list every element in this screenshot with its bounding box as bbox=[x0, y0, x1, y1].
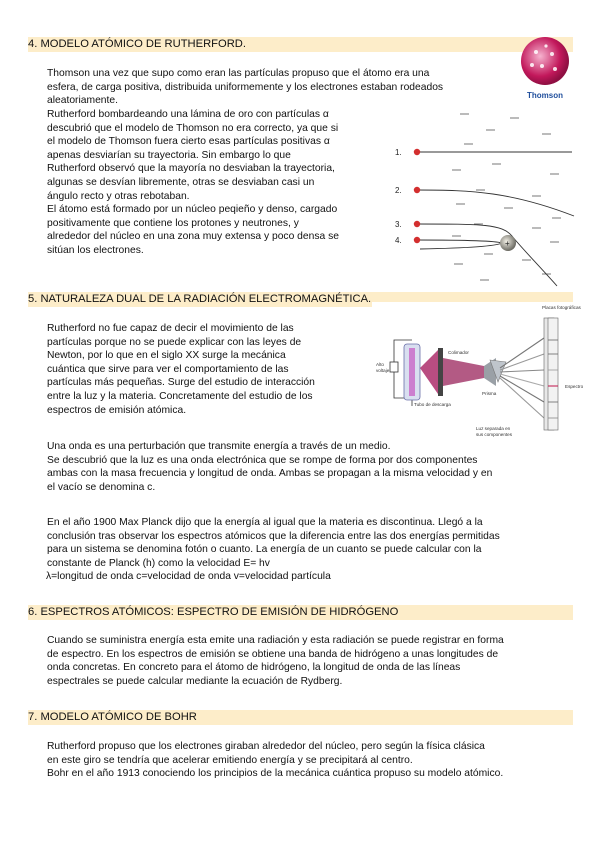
text-line: partículas más pequeñas. Surge del estudio de interacción bbox=[47, 377, 315, 389]
section-5-body-c bbox=[47, 516, 572, 584]
section-5-body-a bbox=[47, 322, 359, 417]
text-line: Se descubrió que la luz es una onda electrónica que se rompe de forma por dos componentes bbox=[47, 454, 478, 466]
alpha-particle bbox=[414, 149, 420, 155]
trajectory-number: 4. bbox=[395, 236, 402, 245]
photographic-plate bbox=[544, 318, 558, 430]
rutherford-scattering-figure bbox=[392, 104, 578, 290]
text-line: descubrió que el modelo de Thomson no era correcto, ya que si bbox=[47, 122, 339, 134]
text-line: Newton, por lo que en el siglo XX surge la mecánica bbox=[47, 350, 286, 362]
text-line: el vacío se denomina c. bbox=[47, 481, 156, 493]
section-4-body bbox=[47, 108, 385, 258]
text-line: aleatoriamente. bbox=[47, 95, 118, 107]
text-line: conclusión tras observar los espectros atómicos que la diferencia entre las dos energías permitidas bbox=[47, 530, 500, 542]
label-espectro: Espectro bbox=[565, 384, 584, 389]
text-line: onda concretas. En concreto para el átomo de hidrógeno, la longitud de onda de las líneas bbox=[47, 662, 461, 674]
trajectory-2 bbox=[417, 190, 574, 216]
label-placas: Placas fotográficas bbox=[542, 305, 581, 310]
trajectory-number: 1. bbox=[395, 148, 402, 157]
text-line: esfera, de carga positiva, distribuida uniformemente y los electrones estaban rodeados bbox=[47, 81, 444, 93]
text-line: sitúan los electrones. bbox=[47, 244, 144, 256]
text-line: alrededor del núcleo en una zona muy extensa y poco densa se bbox=[47, 231, 339, 243]
section-7-heading: 7. MODELO ATÓMICO DE BOHR bbox=[28, 711, 197, 723]
trajectory-number: 2. bbox=[395, 186, 402, 195]
text-line: partículas porque no se puede explicar con las leyes de bbox=[47, 336, 302, 348]
trajectory-3 bbox=[417, 224, 557, 286]
section-6-body bbox=[47, 634, 572, 688]
text-line: Rutherford bombardeando una lámina de oro con partículas α bbox=[47, 109, 329, 120]
text-line: Rutherford no fue capaz de decir el movimiento de las bbox=[47, 323, 294, 334]
section-4-intro bbox=[47, 67, 505, 108]
thomson-sphere bbox=[521, 37, 569, 85]
alpha-particle bbox=[414, 221, 420, 227]
trajectory-4 bbox=[417, 240, 502, 249]
text-line: ángulo recto y otras rebotaban. bbox=[47, 190, 190, 202]
label-colimador: Colimador bbox=[448, 350, 469, 355]
text-line: λ=longitud de onda c=velocidad de onda v=velocidad partícula bbox=[46, 571, 331, 583]
text-line: El átomo está formado por un núcleo peqieño y denso, cargado bbox=[47, 204, 338, 216]
text-line: Rutherford observó que la mayoría no desviaban la trayectoria, bbox=[47, 163, 335, 175]
section-5-body-b bbox=[47, 440, 572, 494]
section-6-heading: 6. ESPECTROS ATÓMICOS: ESPECTRO DE EMISIÓN DE HIDRÓGENO bbox=[28, 606, 399, 618]
label-luz-1: Luz separada en bbox=[476, 426, 511, 431]
text-line: Thomson una vez que supo como eran las partículas propuso que el átomo era una bbox=[47, 68, 430, 79]
text-line: constante de Planck (h) como la velocidad E= hv bbox=[47, 557, 270, 569]
thomson-model-figure bbox=[512, 34, 578, 104]
text-line: ambas con la masa frecuencia y longitud de onda. Ambas se propagan a la misma velocidad y en bbox=[47, 468, 493, 480]
trajectory-number: 3. bbox=[395, 220, 402, 229]
label-alto: Alto bbox=[376, 362, 384, 367]
section-7-body bbox=[47, 740, 572, 781]
text-line: para un sistema se denomina fotón o cuanto. La energía de un cuanto se puede calcular con la bbox=[47, 544, 482, 556]
alpha-particle bbox=[414, 237, 420, 243]
text-line: en este giro se tendría que acelerar emitiendo energía y se precipitará al centro. bbox=[47, 754, 413, 766]
label-prisma: Prisma bbox=[482, 391, 497, 396]
text-line: En el año 1900 Max Planck dijo que la energía al igual que la materia es discontinua. Llegó a la bbox=[47, 517, 483, 528]
label-voltaje: voltaje bbox=[376, 368, 390, 373]
text-line: apenas desviarían su trayectoria. Sin embargo lo que bbox=[47, 149, 291, 161]
thomson-label: Thomson bbox=[527, 91, 563, 100]
section-4-heading: 4. MODELO ATÓMICO DE RUTHERFORD. bbox=[28, 38, 246, 50]
label-luz-2: sus componentes bbox=[476, 432, 513, 437]
text-line: Cuando se suministra energía esta emite una radiación y esta radiación se puede registrar en forma bbox=[47, 635, 504, 646]
alpha-particle bbox=[414, 187, 420, 193]
text-line: algunas se desvían libremente, otras se desviaban casi un bbox=[47, 176, 315, 188]
label-tubo: Tubo de descarga bbox=[414, 402, 451, 407]
text-line: Rutherford propuso que los electrones giraban alrededor del núcleo, pero según la física clásica bbox=[47, 741, 485, 752]
text-line: de espectro. En los espectros de emisión se obtiene una banda de hidrógeno a unas longitudes de bbox=[47, 648, 499, 660]
text-line: entre la luz y la materia. Concretamente del estudio de los bbox=[47, 390, 313, 402]
text-line: el modelo de Thomson fuera cierto esas partículas positivas α bbox=[47, 136, 330, 148]
svg-text:+: + bbox=[505, 239, 510, 248]
spectroscope-figure bbox=[372, 302, 584, 442]
collimator bbox=[438, 348, 443, 396]
text-line: Bohr en el año 1913 conociendo los principios de la mecánica cuántica propuso su modelo atómico. bbox=[47, 768, 504, 780]
text-line: positivamente que contiene los protones y neutrones, y bbox=[47, 217, 299, 229]
section-5-heading: 5. NATURALEZA DUAL DE LA RADIACIÓN ELECTROMAGNÉTICA. bbox=[28, 293, 372, 305]
text-line: espectrales se puede calcular mediante la ecuación de Rydberg. bbox=[47, 675, 343, 687]
text-line: cuántica que sirve para ver el comportamiento de las bbox=[47, 363, 289, 375]
text-line: Una onda es una perturbación que transmite energía a través de un medio. bbox=[47, 441, 391, 452]
text-line: espectros de emisión atómica. bbox=[47, 404, 187, 416]
